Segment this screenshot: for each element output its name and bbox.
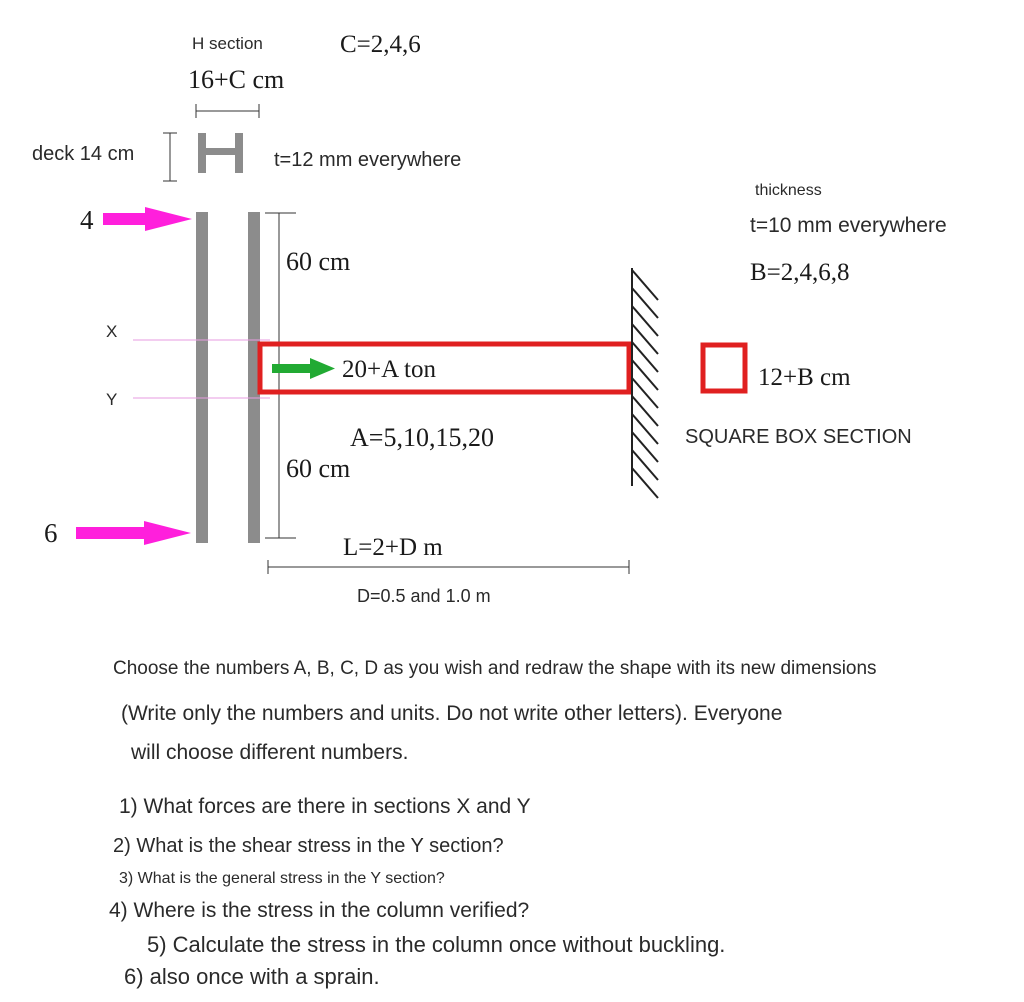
h-thickness-label: t=12 mm everywhere: [274, 149, 462, 171]
beam-load-label: 20+A ton: [342, 356, 436, 383]
question-5: 5) Calculate the stress in the column once without buckling.: [147, 932, 726, 957]
b-values-label: B=2,4,6,8: [750, 259, 850, 286]
box-size-label: 12+B cm: [758, 364, 851, 391]
h-section-label: H section: [192, 34, 263, 53]
deck-depth-dimension: [163, 133, 177, 181]
instruction-line-1: Choose the numbers A, B, C, D as you wish and redraw the shape with its new dimensions: [113, 658, 877, 679]
instruction-line-2: (Write only the numbers and units. Do not write other letters). Everyone: [121, 702, 783, 725]
upper-dimension-label: 60 cm: [286, 247, 351, 276]
question-4: 4) Where is the stress in the column verified?: [109, 899, 530, 922]
c-values-label: C=2,4,6: [340, 31, 421, 58]
question-2: 2) What is the shear stress in the Y section?: [113, 835, 504, 857]
load-arrow-top: [103, 207, 192, 231]
length-label: L=2+D m: [343, 534, 443, 561]
a-values-label: A=5,10,15,20: [350, 423, 494, 452]
section-y-label: Y: [106, 390, 118, 409]
beam-length-dimension: [268, 560, 629, 574]
instruction-line-3: will choose different numbers.: [131, 741, 409, 764]
flange-width-label: 16+C cm: [188, 65, 285, 94]
column: [196, 212, 260, 543]
question-1: 1) What forces are there in sections X and Y: [119, 795, 531, 818]
square-box-section-icon: [703, 345, 745, 391]
box-thickness-label: t=10 mm everywhere: [750, 214, 947, 237]
box-section-title: SQUARE BOX SECTION: [685, 426, 912, 448]
load-top-label: 4: [80, 205, 94, 235]
flange-width-dimension: [196, 104, 259, 118]
lower-dimension-label: 60 cm: [286, 454, 351, 483]
hatched-wall-icon: [632, 268, 658, 498]
deck-depth-label: deck 14 cm: [32, 143, 135, 165]
load-bottom-label: 6: [44, 518, 58, 548]
thickness-label: thickness: [755, 182, 822, 199]
load-arrow-bottom: [76, 521, 191, 545]
column-flange-left: [196, 212, 208, 543]
h-section-icon: [198, 133, 243, 173]
beam-force-arrow: [272, 358, 335, 379]
section-x-label: X: [106, 322, 118, 341]
question-6: 6) also once with a sprain.: [124, 964, 380, 989]
question-3: 3) What is the general stress in the Y section?: [119, 870, 445, 887]
d-values-label: D=0.5 and 1.0 m: [357, 586, 491, 606]
